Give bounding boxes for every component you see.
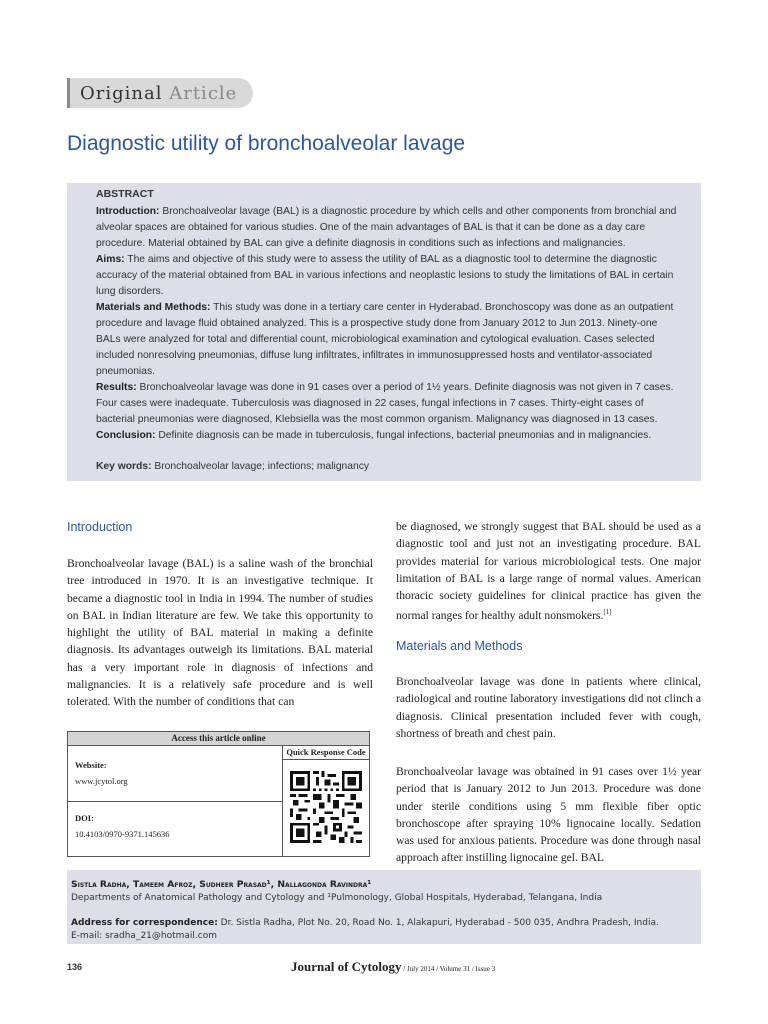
reference-1[interactable]: [1] [603, 608, 612, 617]
correspondence-text: Dr. Sistla Radha, Plot No. 20, Road No. 1, Alakapuri, Hyderabad - 500 035, Andhra Pradesh, India. [217, 918, 659, 928]
keywords [96, 461, 369, 472]
article-title: Diagnostic utility of bronchoalveolar lavage [67, 132, 466, 155]
author-names: Sistla Radha, Tameem Afroz, Sudheer Prasad¹, Nallagonda Ravindra¹ [71, 879, 372, 890]
abstract-aims [96, 252, 680, 300]
methods-paragraph-2-text: Bronchoalveolar lavage was obtained in 91 cases over 1½ year period that is January 2012 to Jun 2013. Procedure was done under sterile conditions using 5 mm flexible fiber optic bronchoscope after spraying 10% lignocaine locally. Sedation was used for anxious patients. Procedure was done through nasal approach after instilling lignocaine gel. BAL [396, 765, 701, 865]
page-number: 136 [67, 962, 83, 972]
abstract-intro-text: Bronchoalveolar lavage (BAL) is a diagnostic procedure by which cells and other components from bronchial and alveolar spaces are obtained for various studies. One of the main advantages of BAL is that it can be done as a day care procedure. Material obtained by BAL can give a definite diagnosis in conditions such as infections and malignancies. [96, 206, 677, 249]
website-label: Website: [75, 760, 107, 770]
abstract-introduction [96, 204, 680, 252]
abstract-conclusion [96, 428, 680, 444]
abstract-results-label: Results: [96, 382, 137, 393]
correspondence-address [71, 918, 659, 928]
introduction-heading: Introduction [67, 520, 133, 534]
access-online-heading: Access this article online [68, 732, 369, 745]
journal-issue: / July 2014 / Volume 31 / Issue 3 [401, 965, 496, 973]
continued-paragraph [396, 518, 701, 625]
abstract-results [96, 380, 680, 428]
abstract-methods-text: This study was done in a tertiary care center in Hyderabad. Bronchoscopy was done as an outpatient procedure and lavage fluid obtained analyzed. This is a prospective study done from January 2012 to Jun 2013. Ninety-one BALs were analyzed for total and differential count, microbiological examination and cytological evaluation. Cases selected included nonresolving pneumonias, diffuse lung infiltrates, infiltrates in immunosuppressed hosts and ventilator-associated pneumonias. [96, 302, 674, 377]
article-type-word-2: Article [169, 83, 238, 104]
website-link[interactable]: www.jcytol.org [75, 776, 128, 786]
keywords-text: Bronchoalveolar lavage; infections; malignancy [151, 461, 370, 472]
correspondence-email[interactable]: E-mail: sradha_21@hotmail.com [71, 931, 218, 941]
introduction-body [67, 555, 373, 711]
access-divider [67, 745, 370, 746]
methods-paragraph-1 [396, 673, 701, 742]
article-type-word-1: Original [80, 83, 163, 104]
methods-paragraph-1-text: Bronchoalveolar lavage was done in patients where clinical, radiological and routine laboratory investigations did not clinch a diagnosis. Clinical presentation included fever with cough, shortness of breath and chest pain. [396, 675, 701, 740]
keywords-label: Key words: [96, 461, 152, 472]
access-divider-qr [282, 759, 370, 760]
journal-footer [291, 959, 495, 975]
doi-label: DOI: [75, 813, 94, 823]
abstract-intro-label: Introduction: [96, 206, 160, 217]
access-divider-middle [67, 801, 282, 802]
abstract-methods-label: Materials and Methods: [96, 302, 211, 313]
abstract-methods [96, 300, 680, 380]
doi-value[interactable]: 10.4103/0970-9371.145636 [75, 829, 170, 839]
abstract-aims-label: Aims: [96, 254, 125, 265]
article-type-label [80, 83, 237, 104]
right-column-body-1 [396, 518, 701, 625]
introduction-paragraph: Bronchoalveolar lavage (BAL) is a saline wash of the bronchial tree introduced in 1970. It is an investigative technique. It became a diagnostic tool in India in 1994. The number of studies on BAL in Indian literature are few. We take this opportunity to highlight the utility of BAL material in making a definite diagnosis. Its advantages outweigh its limitations. BAL material has a very important role in diagnosis of infections and malignancies. It is a relatively safe procedure and is well tolerated. With the number of conditions that can [67, 557, 373, 709]
author-affiliation: Departments of Anatomical Pathology and Cytology and ¹Pulmonology, Global Hospitals, Hyderabad, Telangana, India [71, 893, 603, 903]
correspondence-label: Address for correspondence: [71, 918, 218, 928]
methods-paragraph-2 [396, 763, 701, 867]
methods-heading: Materials and Methods [396, 639, 523, 653]
abstract-conclusion-text: Definite diagnosis can be made in tuberculosis, fungal infections, bacterial pneumonias and in malignancies. [155, 430, 652, 441]
abstract-content [96, 186, 680, 444]
qr-code-icon[interactable] [290, 770, 362, 844]
journal-name: Journal of Cytology [291, 959, 402, 974]
abstract-results-text: Bronchoalveolar lavage was done in 91 cases over a period of 1½ years. Definite diagnosis was not given in 7 cases. Four cases were inadequate. Tuberculosis was diagnosed in 22 cases, fungal infections in 7 cases. Thirty-eight cases of bacterial pneumonias were diagnosed, Klebsiella was the most common organism. Malignancy was diagnosed in 13 cases. [96, 382, 674, 425]
access-divider-vertical [282, 745, 283, 857]
continued-paragraph-text: be diagnosed, we strongly suggest that BAL should be used as a diagnostic tool and just not an investigating procedure. BAL provides material for various microbiological tests. One major limitation of BAL is a large range of normal values. American thoracic society guidelines for clinical practice has given the normal ranges for healthy adult nonsmokers. [396, 520, 701, 623]
qr-code-label: Quick Response Code [286, 747, 366, 757]
abstract-heading: ABSTRACT [96, 188, 154, 200]
abstract-aims-text: The aims and objective of this study were to assess the utility of BAL as a diagnostic tool to determine the diagnostic accuracy of the material obtained from BAL in various infections and neoplastic lesions to study the limitations of BAL in certain lung disorders. [96, 254, 674, 297]
abstract-conclusion-label: Conclusion: [96, 430, 156, 441]
